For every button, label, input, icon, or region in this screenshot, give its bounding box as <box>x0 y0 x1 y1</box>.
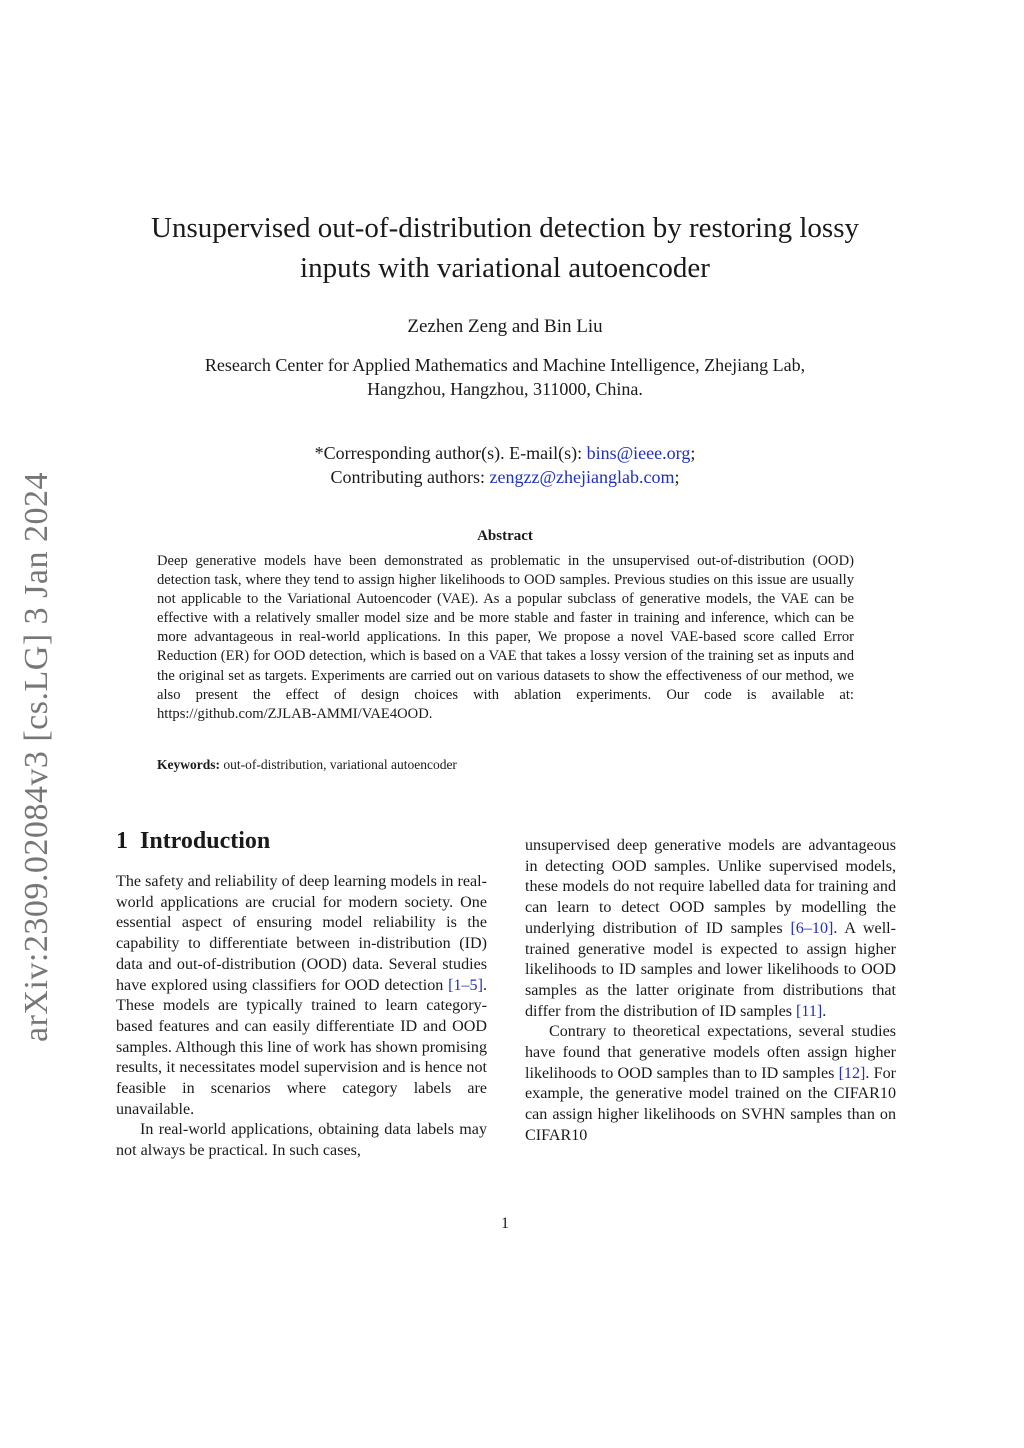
left-column <box>116 872 487 1162</box>
keywords-text: out-of-distribution, variational autoencoder <box>220 757 457 772</box>
paragraph-text: Contrary to theoretical expectations, several studies have found that generative models often assign higher likelihoods to OOD samples than to ID samples <box>525 1023 896 1082</box>
contributing-email-link[interactable]: zengzz@zhejianglab.com <box>489 467 675 487</box>
section-number: 1 <box>116 828 128 854</box>
paragraph-text: . A well-trained generative model is expected to assign higher likelihoods to ID samples and lower likelihoods to OOD samples as the latter originate from distributions that differ from the distribution of ID samples <box>525 919 897 1020</box>
separator: ; <box>674 467 680 487</box>
corresponding-email-link[interactable]: bins@ieee.org <box>586 443 691 463</box>
paragraph-text: . These models are typically trained to learn category-based features and can easily differentiate ID and OOD samples. Although this line of work has shown promising results, it necessitates model supervision and is hence not feasible in scenarios where category labels are unavailable. <box>116 976 487 1118</box>
intro-paragraph <box>525 1022 896 1146</box>
contributing-label: Contributing authors: <box>330 467 490 487</box>
corresponding-author-line <box>130 441 880 465</box>
paragraph-text: . For example, the generative model trained on the CIFAR10 can assign higher likelihoods on SVHN samples than on CIFAR10 <box>525 1064 896 1144</box>
corresponding-label: *Corresponding author(s). E-mail(s): <box>314 443 587 463</box>
paragraph-text: The safety and reliability of deep learning models in real-world applications are crucial for modern society. One essential aspect of ensuring model reliability is the capability to differentiate between in-distribution (ID) data and out-of-distribution (OOD) data. Several studies have explored using classifiers for OOD detection <box>116 873 487 994</box>
citation-link[interactable]: [12] <box>838 1064 866 1082</box>
paragraph-text: unsupervised deep generative models are advantageous in detecting OOD samples. Unlike supervised models, these models do not require labelled data for training and can learn to detect OOD samples by modelling the underlying distribution of ID samples <box>525 837 896 937</box>
intro-paragraph: In real-world applications, obtaining data labels may not always be practical. In such cases, <box>116 1121 487 1160</box>
abstract-heading: Abstract <box>477 528 533 544</box>
separator: ; <box>690 443 696 463</box>
affiliation-line: Hangzhou, Hangzhou, 311000, China. <box>367 379 643 399</box>
page-number: 1 <box>501 1215 509 1232</box>
abstract-text: Deep generative models have been demonstrated as problematic in the unsupervised out-of-distribution (OOD) detection task, where they tend to assign higher likelihoods to OOD samples. Previous studies on this issue are usually not applicable to the Variational Autoencoder (VAE). As a popular subclass of generative models, the VAE can be effective with a relatively smaller model size and be more stable and faster in training and inference, which can be more advantageous in real-world applications. In this paper, We propose a novel VAE-based score called Error Reduction (ER) for OOD detection, which is based on a VAE that takes a lossy version of the training set as inputs and the original set as targets. Experiments are carried out on various datasets to show the effectiveness of our method, we also present the effect of design choices with ablation experiments. Our code is available at: https://github.com/ZJLAB-AMMI/VAE4OOD. <box>157 553 854 722</box>
citation-link[interactable]: [11] <box>796 1002 823 1020</box>
citation-link[interactable]: [6–10] <box>790 919 834 937</box>
right-column <box>525 836 896 1147</box>
section-title: Introduction <box>140 828 271 854</box>
affiliation <box>130 353 880 401</box>
keywords <box>157 757 854 773</box>
arxiv-identifier: arXiv:2309.02084v3 [cs.LG] 3 Jan 2024 <box>18 472 55 1042</box>
author-list: Zezhen Zeng and Bin Liu <box>407 316 603 337</box>
paragraph-text: . <box>822 1002 827 1020</box>
intro-paragraph <box>116 872 487 1120</box>
affiliation-line: Research Center for Applied Mathematics and Machine Intelligence, Zhejiang Lab, <box>204 355 806 375</box>
contact-info <box>130 441 880 489</box>
citation-link[interactable]: [1–5] <box>448 976 483 994</box>
intro-paragraph <box>525 836 896 1022</box>
paper-title: Unsupervised out-of-distribution detection by restoring lossy inputs with variational autoencoder <box>151 212 859 284</box>
section-heading <box>116 828 270 855</box>
contributing-author-line <box>130 465 880 489</box>
keywords-label: Keywords: <box>157 757 220 772</box>
